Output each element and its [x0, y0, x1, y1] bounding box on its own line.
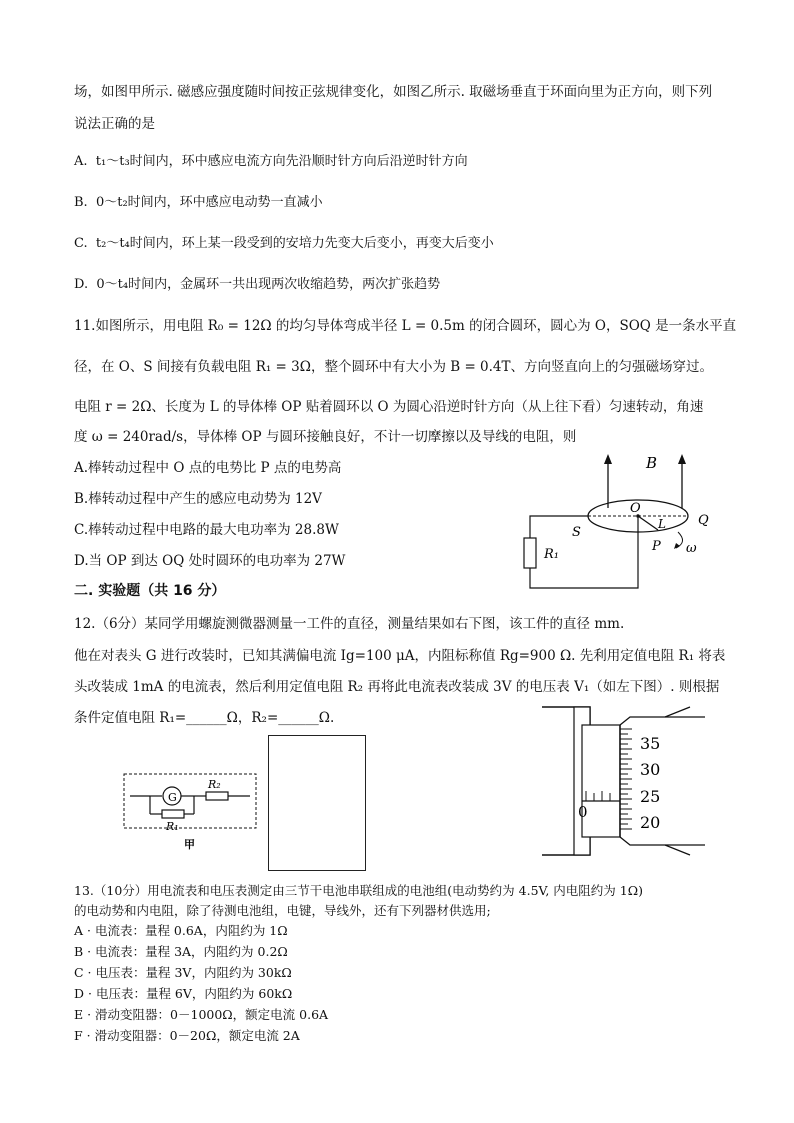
label-r1: R₁: [544, 547, 559, 562]
q12-line-3: 头改装成 1mA 的电流表，然后利用定值电阻 R₂ 再将此电流表改装成 3V 的电压表 V₁（如左下图）. 则根据: [74, 679, 720, 695]
label-omega: ω: [686, 541, 697, 556]
q10-option-b: B. 0～t₂时间内，环中感应电动势一直减小: [74, 195, 323, 210]
label-p: P: [652, 539, 661, 554]
q11-option-c: C.棒转动过程中电路的最大电功率为 28.8W: [74, 522, 339, 538]
thimble-25: 25: [640, 787, 661, 806]
label-s: S: [572, 525, 581, 540]
label-q: Q: [698, 513, 709, 528]
thimble-35: 35: [640, 734, 661, 753]
label-b: B: [646, 454, 658, 472]
galvanometer-icon: G: [168, 791, 177, 804]
circuit-caption: 甲: [184, 838, 195, 851]
thimble-20: 20: [640, 813, 661, 832]
q13-line-2: 的电动势和内电阻，除了待测电池组，电键，导线外，还有下列器材供选用;: [74, 903, 491, 918]
q12-circuit-figure: [120, 770, 260, 850]
q13-item-e: E · 滑动变阻器：0－1000Ω，额定电流 0.6A: [74, 1007, 329, 1022]
q10-option-c: C. t₂～t₄时间内，环上某一段受到的安培力先变大后变小，再变大后变小: [74, 236, 494, 251]
intro-line-1: 场，如图甲所示. 磁感应强度随时间按正弦规律变化，如图乙所示. 取磁场垂直于环面向里为正方向，则下列: [74, 84, 713, 100]
q11-option-d: D.当 OP 到达 OQ 处时圆环的电功率为 27W: [74, 553, 346, 569]
label-l: L: [658, 517, 666, 531]
q11-ring-figure: [510, 450, 720, 595]
q13-item-f: F · 滑动变阻器：0－20Ω，额定电流 2A: [74, 1028, 300, 1043]
q11-option-b: B.棒转动过程中产生的感应电动势为 12V: [74, 491, 322, 507]
q13-item-b: B · 电流表：量程 3A，内阻约为 0.2Ω: [74, 944, 288, 959]
q11-line-3: 电阻 r = 2Ω、长度为 L 的导体棒 OP 贴着圆环以 O 为圆心沿逆时针方向（从上往下看）匀速转动，角速: [74, 399, 704, 415]
q11-option-a: A.棒转动过程中 O 点的电势比 P 点的电势高: [74, 460, 342, 476]
label-o: O: [630, 501, 641, 516]
section-2-title: 二. 实验题（共 16 分）: [74, 583, 226, 599]
q13-line-1: 13.（10分）用电流表和电压表测定由三节干电池串联组成的电池组(电动势约为 4.5V, 内电阻约为 1Ω): [74, 883, 643, 898]
q10-option-a: A. t₁～t₃时间内，环中感应电流方向先沿顺时针方向后沿逆时针方向: [74, 154, 468, 169]
intro-line-2: 说法正确的是: [74, 116, 155, 132]
q12-line-1: 12.（6分）某同学用螺旋测微器测量一工件的直径，测量结果如右下图，该工件的直径 mm.: [74, 616, 625, 632]
q13-item-a: A · 电流表：量程 0.6A，内阻约为 1Ω: [74, 923, 288, 938]
q11-line-2: 径，在 O、S 间接有负载电阻 R₁ = 3Ω，整个圆环中有大小为 B = 0.4T、方向竖直向上的匀强磁场穿过。: [74, 359, 714, 375]
q12-line-4: 条件定值电阻 R₁=______Ω，R₂=______Ω.: [74, 710, 335, 726]
sleeve-zero: 0: [578, 803, 588, 821]
q12-line-2: 他在对表头 G 进行改装时，已知其满偏电流 Ig=100 μA，内阻标称值 Rg=900 Ω. 先利用定值电阻 R₁ 将表: [74, 648, 726, 664]
q10-option-d: D. 0～t₄时间内，金属环一共出现两次收缩趋势，两次扩张趋势: [74, 277, 441, 292]
micrometer-figure: [540, 705, 710, 860]
label-r2-circuit: R₂: [208, 778, 221, 791]
answer-box: [268, 735, 366, 871]
label-r1-circuit: R₁: [166, 820, 179, 833]
thimble-30: 30: [640, 760, 661, 779]
q13-item-d: D · 电压表：量程 6V，内阻约为 60kΩ: [74, 986, 293, 1001]
q11-line-1: 11.如图所示，用电阻 R₀ = 12Ω 的均匀导体弯成半径 L = 0.5m 的闭合圆环，圆心为 O，SOQ 是一条水平直: [74, 318, 737, 334]
q13-item-c: C · 电压表：量程 3V，内阻约为 30kΩ: [74, 965, 292, 980]
q11-line-4: 度 ω = 240rad/s，导体棒 OP 与圆环接触良好，不计一切摩擦以及导线的电阻，则: [74, 429, 577, 445]
